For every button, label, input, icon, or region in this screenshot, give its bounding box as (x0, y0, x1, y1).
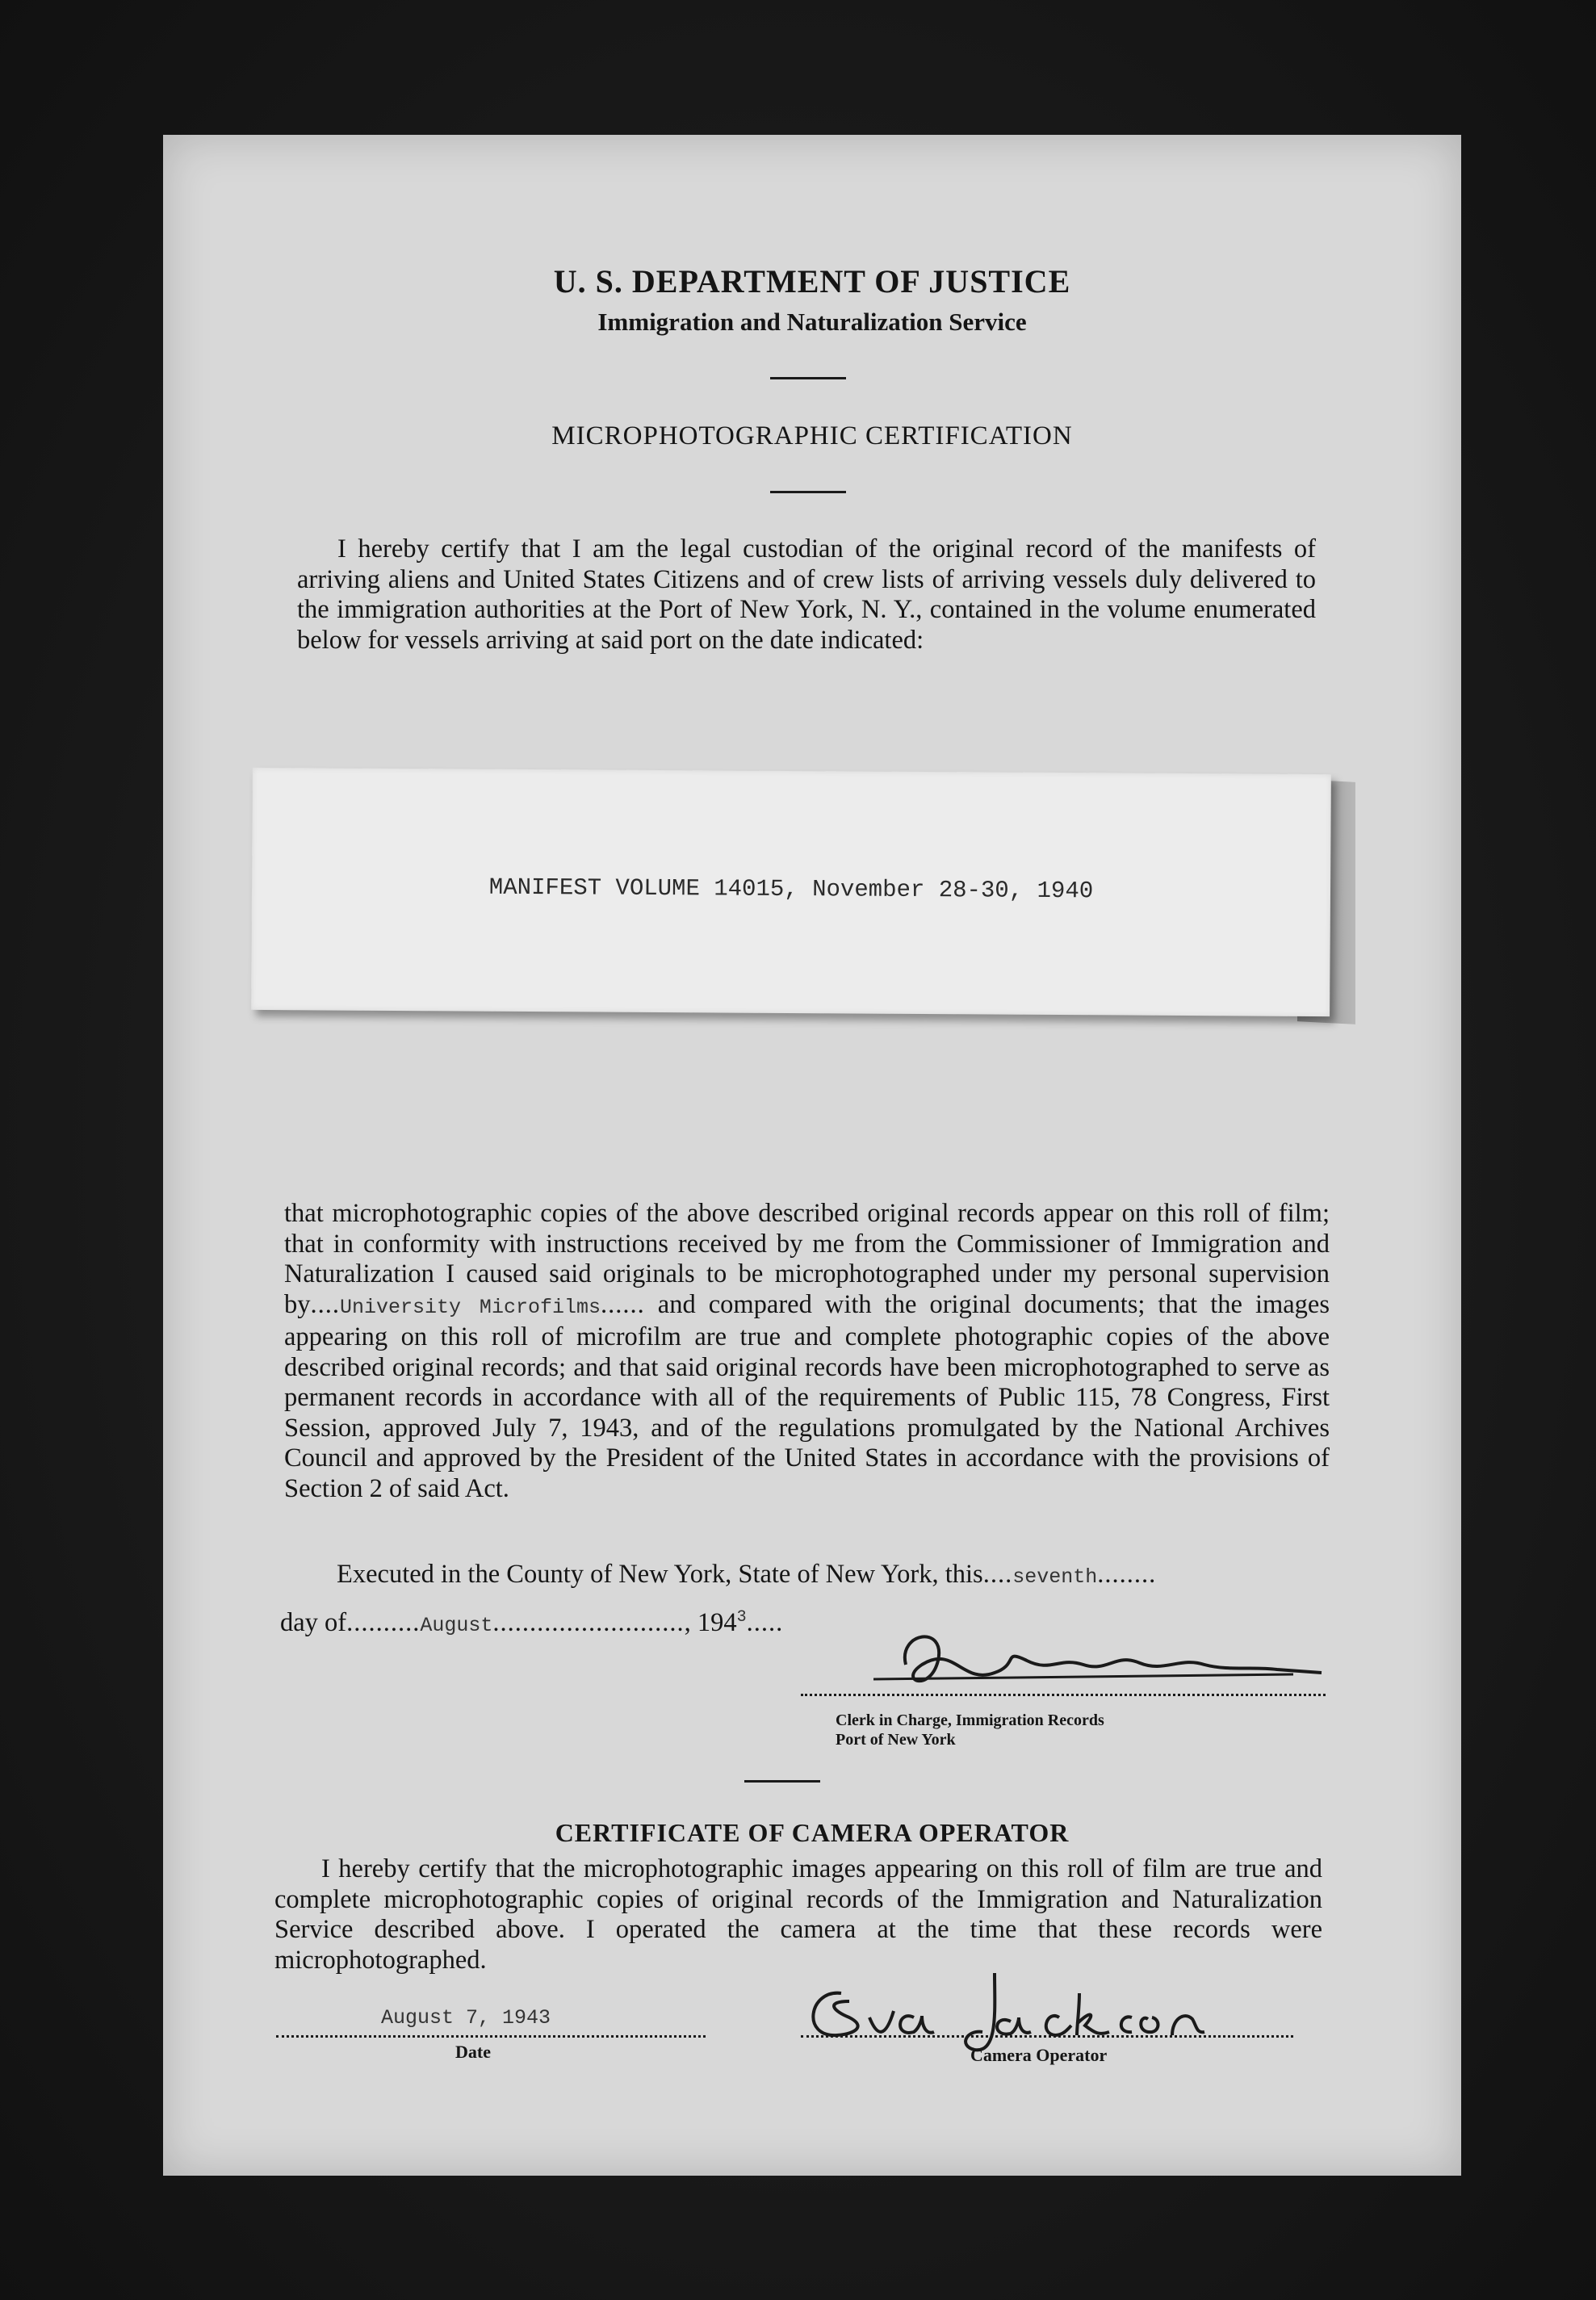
year-prefix: , 194 (684, 1608, 737, 1637)
day-of-label: day of (280, 1608, 347, 1637)
body-text-part2: and compared with the original documents; that the images appearing on this roll of microfilm are true and complete photographic copies of the above described original records; and that said original records have been microphotographed to serve as permanent records in accordance with all of the requirements of Public 115, 78 Congress, First Session, approved July 7, 1943, and of the regulations promulgated by the National Archives Council and approved by the President of the United States in accordance with the provisions of Section 2 of said Act. (284, 1289, 1330, 1503)
fill-dots: .......... (346, 1608, 421, 1637)
fill-dots: ........ (1097, 1560, 1157, 1589)
divider (770, 377, 846, 379)
day-value: seventh (1012, 1565, 1098, 1589)
year-digit: 3 (736, 1608, 747, 1628)
camera-operator-line (801, 2035, 1293, 2038)
clerk-title (836, 1711, 1104, 1749)
intro-paragraph: I hereby certify that I am the legal custodian of the original record of the manifests of arriving aliens and United States Citizens and of crew lists of arriving vessels duly delivered to the immigration authorities at the Port of New York, N. Y., contained in the volume enumerated below for vessels arriving at said port on the date indicated: (297, 534, 1316, 655)
clerk-signature (873, 1616, 1326, 1705)
fill-dots: .... (310, 1289, 340, 1319)
body-paragraph (284, 1199, 1330, 1504)
clerk-signature-line (801, 1694, 1326, 1696)
camera-operator-label: Camera Operator (970, 2045, 1108, 2065)
divider (770, 491, 846, 493)
clerk-title-line2: Port of New York (836, 1731, 956, 1749)
service-subtitle: Immigration and Naturalization Service (597, 308, 1027, 336)
fill-dots: ...... (600, 1289, 645, 1319)
camera-certificate-title: CERTIFICATE OF CAMERA OPERATOR (555, 1818, 1070, 1847)
date-label: Date (455, 2042, 491, 2062)
fill-dots: ..... (746, 1608, 784, 1637)
date-line (276, 2035, 706, 2038)
executed-line (337, 1560, 1156, 1590)
manifest-slip (251, 768, 1331, 1016)
body-text-part1: that microphotographic copies of the above described original records appear on this roll of film; that in conformity with instructions received by me from the Commissioner of Immigration and Naturalization I caused said originals to be microphotographed under my personal supervision by (284, 1199, 1330, 1319)
manifest-volume-text: MANIFEST VOLUME 14015, November 28-30, 1940 (488, 873, 1094, 905)
executed-text: Executed in the County of New York, State of New York, this (337, 1560, 983, 1589)
day-of-line (280, 1608, 783, 1638)
divider (744, 1780, 820, 1783)
certification-title: MICROPHOTOGRAPHIC CERTIFICATION (551, 421, 1073, 450)
certificate-sheet (163, 135, 1461, 2176)
department-title: U. S. DEPARTMENT OF JUSTICE (553, 263, 1071, 300)
camera-operator-signature (793, 1961, 1213, 2058)
month-value: August (420, 1614, 493, 1637)
camera-certificate-paragraph: I hereby certify that the microphotographic images appearing on this roll of film are true and complete microphotographic copies of original records of the Immigration and Naturalization Service described above. I operated the camera at the time that these records were microphotographed. (274, 1854, 1322, 1975)
certificate-date: August 7, 1943 (381, 2006, 551, 2030)
fill-dots: .... (982, 1560, 1013, 1589)
fill-dots: .......................... (492, 1608, 685, 1637)
supervisor-name: University Microfilms (340, 1295, 601, 1319)
clerk-title-line1: Clerk in Charge, Immigration Records (836, 1711, 1104, 1729)
